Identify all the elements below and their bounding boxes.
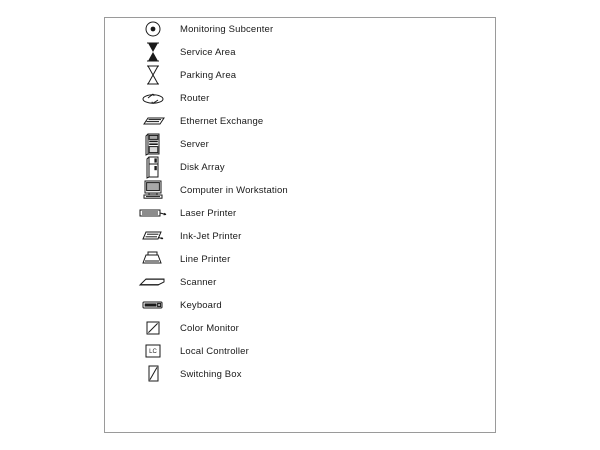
local-controller-icon — [130, 340, 176, 362]
list-item-label: Ink-Jet Printer — [180, 230, 242, 242]
computer-in-workstation-icon — [130, 179, 176, 201]
list-item-label: Disk Array — [180, 161, 225, 173]
list-item-label: Local Controller — [180, 345, 249, 357]
list-item[interactable] — [130, 64, 380, 86]
list-item-label: Switching Box — [180, 368, 242, 380]
list-item[interactable] — [130, 133, 380, 155]
list-item[interactable] — [130, 225, 380, 247]
list-item[interactable] — [130, 202, 380, 224]
list-item[interactable] — [130, 110, 380, 132]
ink-jet-printer-icon — [130, 225, 176, 247]
legend-list — [130, 18, 380, 386]
list-item[interactable] — [130, 87, 380, 109]
line-printer-icon — [130, 248, 176, 270]
list-item[interactable] — [130, 18, 380, 40]
list-item-label: Monitoring Subcenter — [180, 23, 274, 35]
list-item-label: Service Area — [180, 46, 236, 58]
switching-box-icon — [130, 363, 176, 385]
laser-printer-icon — [130, 202, 176, 224]
parking-area-icon — [130, 64, 176, 86]
service-area-icon — [130, 41, 176, 63]
list-item-label: Parking Area — [180, 69, 237, 81]
color-monitor-icon — [130, 317, 176, 339]
monitoring-subcenter-icon — [130, 18, 176, 40]
list-item[interactable] — [130, 248, 380, 270]
list-item[interactable] — [130, 294, 380, 316]
list-item-label: Color Monitor — [180, 322, 239, 334]
list-item-label: Line Printer — [180, 253, 231, 265]
list-item-label: Keyboard — [180, 299, 222, 311]
list-item-label: Router — [180, 92, 210, 104]
server-icon — [130, 133, 176, 155]
list-item[interactable] — [130, 271, 380, 293]
disk-array-icon — [130, 156, 176, 178]
keyboard-icon — [130, 294, 176, 316]
local-controller-icon-text: LC — [149, 349, 157, 355]
list-item[interactable] — [130, 363, 380, 385]
list-item-label: Computer in Workstation — [180, 184, 288, 196]
list-item[interactable] — [130, 340, 380, 362]
list-item[interactable] — [130, 156, 380, 178]
ethernet-exchange-icon — [130, 110, 176, 132]
list-item-label: Server — [180, 138, 209, 150]
list-item[interactable] — [130, 41, 380, 63]
list-item-label: Scanner — [180, 276, 217, 288]
router-icon — [130, 87, 176, 109]
list-item[interactable] — [130, 317, 380, 339]
list-item-label: Laser Printer — [180, 207, 237, 219]
list-item-label: Ethernet Exchange — [180, 115, 264, 127]
scanner-icon — [130, 271, 176, 293]
list-item[interactable] — [130, 179, 380, 201]
